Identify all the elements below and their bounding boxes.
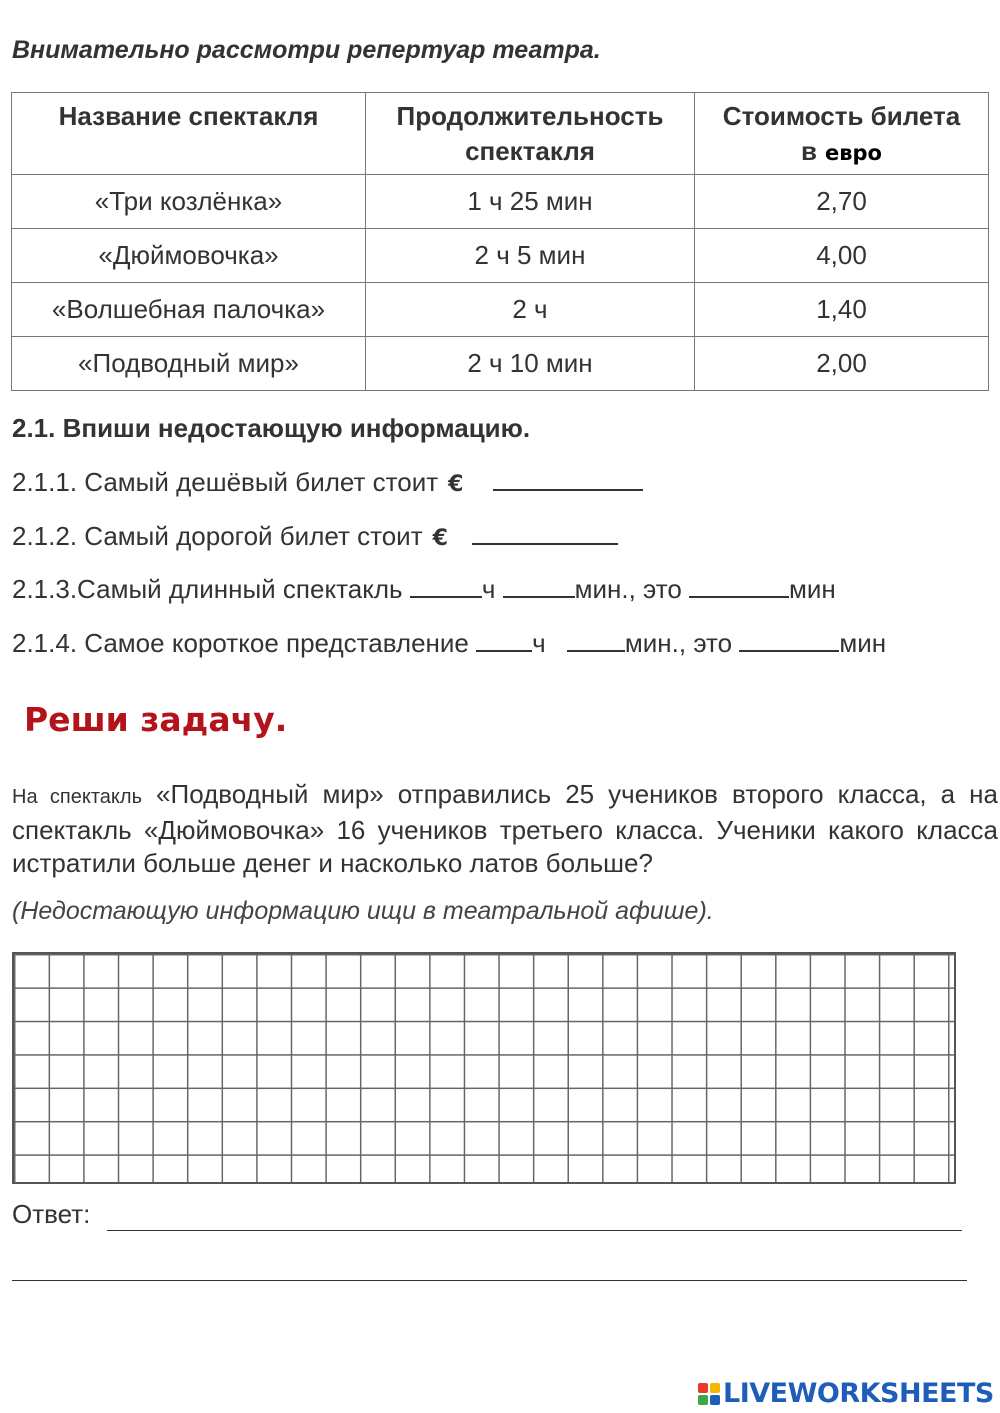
show-name: «Дюймовочка» [12,229,366,283]
table-row [12,229,989,283]
question-4 [12,628,886,659]
show-name: «Подводный мир» [12,337,366,391]
show-duration: 2 ч 10 мин [366,337,695,391]
answer-blank-longest-hours[interactable] [410,576,482,598]
answer-blank-shortest-minutes[interactable] [567,630,625,652]
answer-blank-longest-total[interactable] [689,576,789,598]
logo-square [698,1383,708,1393]
answer-label: Ответ: [12,1199,91,1229]
task-title: Реши задачу. [24,700,288,739]
question-1-text: 2.1.1. Самый дешёвый билет стоит [12,467,439,497]
show-price: 1,40 [695,283,989,337]
header-name: Название спектакля [12,93,366,175]
hours-label: ч [532,628,546,658]
header-duration-line1: Продолжительность [396,101,664,131]
logo-square [710,1395,720,1405]
answer-blank-most-expensive[interactable] [472,523,618,545]
minutes-label: мин., это [574,574,682,604]
question-2-text: 2.1.2. Самый дорогой билет стоит [12,521,423,551]
answer-line-2[interactable] [12,1280,967,1281]
show-duration: 2 ч 5 мин [366,229,695,283]
liveworksheets-logo [698,1378,994,1409]
header-price-currency[interactable]: евро [824,141,882,165]
question-3 [12,574,836,605]
answer-blank-longest-minutes[interactable] [503,576,575,598]
logo-square [698,1395,708,1405]
show-price: 2,00 [695,337,989,391]
header-price [695,93,989,175]
show-price: 4,00 [695,229,989,283]
show-price: 2,70 [695,175,989,229]
hint-text: (Недостающую информацию ищи в театральной афише). [12,897,714,925]
table-header-row [12,93,989,175]
table-row [12,337,989,391]
header-price-prefix: в [801,136,817,166]
problem-text [12,778,998,880]
answer-blank-shortest-total[interactable] [739,630,839,652]
logo-icon [698,1383,720,1405]
show-name: «Три козлёнка» [12,175,366,229]
logo-square [710,1383,720,1393]
section-heading: 2.1. Впиши недостающую информацию. [12,413,531,443]
header-price-line1: Стоимость билета [722,101,961,131]
header-duration-line2: спектакля [465,136,595,166]
logo-text: LIVEWORKSHEETS [723,1378,994,1409]
show-duration: 2 ч [366,283,695,337]
hours-label: ч [481,574,496,604]
work-grid[interactable] [12,952,956,1184]
problem-text-small: На спектакль [12,786,142,808]
minutes-label: мин., это [624,628,733,658]
table-row [12,283,989,337]
question-3-text: 2.1.3.Самый длинный спектакль [12,574,403,604]
header-price-line2 [801,134,882,171]
unit-label: мин [789,574,836,604]
question-4-text: 2.1.4. Самое короткое представление [12,628,469,658]
header-duration [366,93,695,175]
intro-text: Внимательно рассмотри репертуар театра. [12,36,601,64]
answer-blank-shortest-hours[interactable] [476,630,532,652]
unit-label: мин [839,628,887,658]
answer-blank-cheapest[interactable] [493,469,643,491]
euro-symbol: € [448,472,464,497]
problem-text-body: «Подводный мир» отправились 25 учеников второго класса, а на спектакль «Дюймовочка» 16 учеников третьего класса. Ученики какого класса истратили больше денег и насколько латов больше? [12,779,998,878]
euro-symbol: € [432,526,448,551]
answer-line[interactable] [107,1230,962,1231]
question-2 [12,521,618,552]
table-row [12,175,989,229]
repertoire-table [11,92,989,391]
show-name: «Волшебная палочка» [12,283,366,337]
question-1 [12,467,643,498]
show-duration: 1 ч 25 мин [366,175,695,229]
